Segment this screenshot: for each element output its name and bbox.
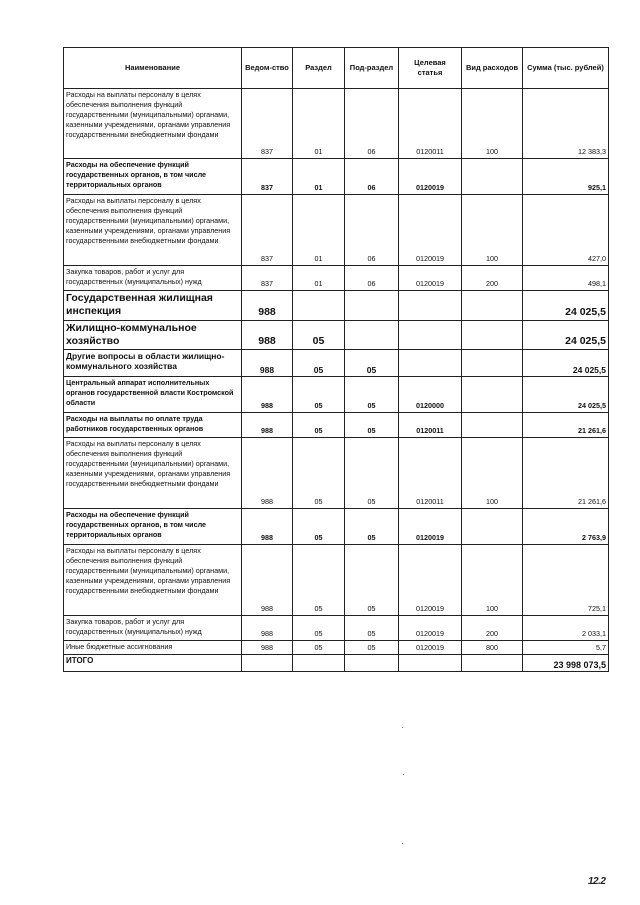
cell-summa: 24 025,5 bbox=[523, 350, 609, 377]
cell-razdel: 05 bbox=[293, 413, 345, 438]
table-row bbox=[64, 413, 609, 438]
cell-name: Другие вопросы в области жилищно-коммунального хозяйства bbox=[64, 350, 242, 377]
table-row bbox=[64, 377, 609, 413]
cell-podrazdel: 06 bbox=[345, 89, 399, 159]
cell-celevaya: 0120011 bbox=[399, 89, 462, 159]
header-razdel: Раздел bbox=[293, 48, 345, 89]
cell-podrazdel: 05 bbox=[345, 377, 399, 413]
cell-podrazdel: 05 bbox=[345, 545, 399, 616]
cell-ved: 988 bbox=[242, 641, 293, 655]
total-summa: 23 998 073,5 bbox=[523, 655, 609, 672]
cell-summa: 498,1 bbox=[523, 266, 609, 291]
cell-vid bbox=[462, 291, 523, 321]
cell-podrazdel: 06 bbox=[345, 195, 399, 266]
header-celevaya: Целевая статья bbox=[399, 48, 462, 89]
cell-razdel: 05 bbox=[293, 321, 345, 350]
header-name: Наименование bbox=[64, 48, 242, 89]
budget-table bbox=[63, 47, 609, 672]
cell-podrazdel: 05 bbox=[345, 509, 399, 545]
cell-ved: 837 bbox=[242, 89, 293, 159]
cell-summa: 24 025,5 bbox=[523, 291, 609, 321]
cell-razdel: 01 bbox=[293, 159, 345, 195]
cell-ved: 988 bbox=[242, 377, 293, 413]
cell-summa: 427,0 bbox=[523, 195, 609, 266]
scan-speck bbox=[402, 727, 403, 728]
cell-vid bbox=[462, 377, 523, 413]
cell-vid: 100 bbox=[462, 545, 523, 616]
cell-vid: 100 bbox=[462, 438, 523, 509]
cell-empty bbox=[242, 655, 293, 672]
cell-vid bbox=[462, 350, 523, 377]
cell-celevaya: 0120000 bbox=[399, 377, 462, 413]
cell-celevaya: 0120019 bbox=[399, 545, 462, 616]
cell-ved: 988 bbox=[242, 350, 293, 377]
table-row bbox=[64, 291, 609, 321]
cell-name: Государственная жилищная инспекция bbox=[64, 291, 242, 321]
cell-podrazdel bbox=[345, 321, 399, 350]
cell-name: Расходы на выплаты персоналу в целях обеспечения выполнения функций государственными (муниципальными) органами, казенными учреждениями, органами управления государственными внебюджетными фондами bbox=[64, 545, 242, 616]
cell-celevaya: 0120019 bbox=[399, 641, 462, 655]
cell-name: Центральный аппарат исполнительных органов государственной власти Костромской области bbox=[64, 377, 242, 413]
header-summa: Сумма (тыс. рублей) bbox=[523, 48, 609, 89]
cell-razdel: 05 bbox=[293, 641, 345, 655]
cell-ved: 988 bbox=[242, 438, 293, 509]
cell-razdel: 05 bbox=[293, 438, 345, 509]
scan-speck bbox=[403, 774, 404, 775]
header-row bbox=[64, 48, 609, 89]
cell-summa: 24 025,5 bbox=[523, 321, 609, 350]
cell-summa: 21 261,6 bbox=[523, 438, 609, 509]
cell-ved: 988 bbox=[242, 509, 293, 545]
cell-razdel: 05 bbox=[293, 545, 345, 616]
cell-summa: 24 025,5 bbox=[523, 377, 609, 413]
cell-ved: 837 bbox=[242, 195, 293, 266]
cell-name: Закупка товаров, работ и услуг для государственных (муниципальных) нужд bbox=[64, 266, 242, 291]
cell-empty bbox=[345, 655, 399, 672]
cell-name: Расходы на выплаты по оплате труда работников государственных органов bbox=[64, 413, 242, 438]
cell-celevaya bbox=[399, 350, 462, 377]
cell-celevaya bbox=[399, 321, 462, 350]
cell-celevaya: 0120019 bbox=[399, 616, 462, 641]
cell-celevaya: 0120019 bbox=[399, 509, 462, 545]
cell-empty bbox=[462, 655, 523, 672]
table-row bbox=[64, 509, 609, 545]
cell-vid bbox=[462, 159, 523, 195]
header-vid: Вид расходов bbox=[462, 48, 523, 89]
cell-summa: 925,1 bbox=[523, 159, 609, 195]
cell-summa: 2 763,9 bbox=[523, 509, 609, 545]
cell-razdel: 05 bbox=[293, 616, 345, 641]
cell-celevaya: 0120011 bbox=[399, 413, 462, 438]
cell-empty bbox=[293, 655, 345, 672]
table-row bbox=[64, 545, 609, 616]
cell-vid: 200 bbox=[462, 266, 523, 291]
cell-razdel: 05 bbox=[293, 350, 345, 377]
cell-podrazdel: 05 bbox=[345, 438, 399, 509]
cell-vid bbox=[462, 321, 523, 350]
cell-ved: 837 bbox=[242, 159, 293, 195]
cell-razdel: 01 bbox=[293, 266, 345, 291]
header-podrazdel: Под-раздел bbox=[345, 48, 399, 89]
cell-summa: 5,7 bbox=[523, 641, 609, 655]
cell-name: Жилищно-коммунальное хозяйство bbox=[64, 321, 242, 350]
cell-ved: 988 bbox=[242, 413, 293, 438]
cell-summa: 12 383,3 bbox=[523, 89, 609, 159]
scan-speck bbox=[402, 843, 403, 844]
cell-ved: 837 bbox=[242, 266, 293, 291]
total-row bbox=[64, 655, 609, 672]
cell-vid: 100 bbox=[462, 89, 523, 159]
cell-podrazdel: 06 bbox=[345, 266, 399, 291]
cell-name: Расходы на обеспечение функций государственных органов, в том числе территориальных органов bbox=[64, 159, 242, 195]
cell-name: Расходы на выплаты персоналу в целях обеспечения выполнения функций государственными (муниципальными) органами, казенными учреждениями, органами управления государственными внебюджетными фондами bbox=[64, 89, 242, 159]
cell-vid: 800 bbox=[462, 641, 523, 655]
cell-celevaya: 0120011 bbox=[399, 438, 462, 509]
cell-summa: 725,1 bbox=[523, 545, 609, 616]
cell-vid bbox=[462, 509, 523, 545]
cell-name: Расходы на обеспечение функций государственных органов, в том числе территориальных органов bbox=[64, 509, 242, 545]
cell-name: Закупка товаров, работ и услуг для государственных (муниципальных) нужд bbox=[64, 616, 242, 641]
cell-ved: 988 bbox=[242, 291, 293, 321]
cell-razdel bbox=[293, 291, 345, 321]
cell-razdel: 05 bbox=[293, 509, 345, 545]
cell-razdel: 01 bbox=[293, 89, 345, 159]
table-row bbox=[64, 641, 609, 655]
cell-podrazdel: 05 bbox=[345, 413, 399, 438]
cell-podrazdel: 06 bbox=[345, 159, 399, 195]
cell-razdel: 01 bbox=[293, 195, 345, 266]
page-mark: 12.2 bbox=[588, 876, 606, 887]
cell-name: Расходы на выплаты персоналу в целях обеспечения выполнения функций государственными (муниципальными) органами, казенными учреждениями, органами управления государственными внебюджетными фондами bbox=[64, 195, 242, 266]
cell-podrazdel: 05 bbox=[345, 616, 399, 641]
table-row bbox=[64, 350, 609, 377]
table-row bbox=[64, 321, 609, 350]
cell-podrazdel bbox=[345, 291, 399, 321]
cell-vid: 200 bbox=[462, 616, 523, 641]
cell-podrazdel: 05 bbox=[345, 350, 399, 377]
cell-celevaya: 0120019 bbox=[399, 195, 462, 266]
table-row bbox=[64, 195, 609, 266]
table-row bbox=[64, 438, 609, 509]
cell-celevaya: 0120019 bbox=[399, 266, 462, 291]
table-row bbox=[64, 89, 609, 159]
cell-name: Иные бюджетные ассигнования bbox=[64, 641, 242, 655]
cell-celevaya bbox=[399, 291, 462, 321]
total-label: ИТОГО bbox=[64, 655, 242, 672]
cell-ved: 988 bbox=[242, 616, 293, 641]
cell-empty bbox=[399, 655, 462, 672]
cell-ved: 988 bbox=[242, 545, 293, 616]
header-ved: Ведом-ство bbox=[242, 48, 293, 89]
cell-celevaya: 0120019 bbox=[399, 159, 462, 195]
cell-summa: 2 033,1 bbox=[523, 616, 609, 641]
table-row bbox=[64, 266, 609, 291]
cell-vid: 100 bbox=[462, 195, 523, 266]
table-row bbox=[64, 616, 609, 641]
table-row bbox=[64, 159, 609, 195]
cell-podrazdel: 05 bbox=[345, 641, 399, 655]
cell-name: Расходы на выплаты персоналу в целях обеспечения выполнения функций государственными (муниципальными) органами, казенными учреждениями, органами управления государственными внебюджетными фондами bbox=[64, 438, 242, 509]
cell-razdel: 05 bbox=[293, 377, 345, 413]
cell-summa: 21 261,6 bbox=[523, 413, 609, 438]
cell-vid bbox=[462, 413, 523, 438]
cell-ved: 988 bbox=[242, 321, 293, 350]
